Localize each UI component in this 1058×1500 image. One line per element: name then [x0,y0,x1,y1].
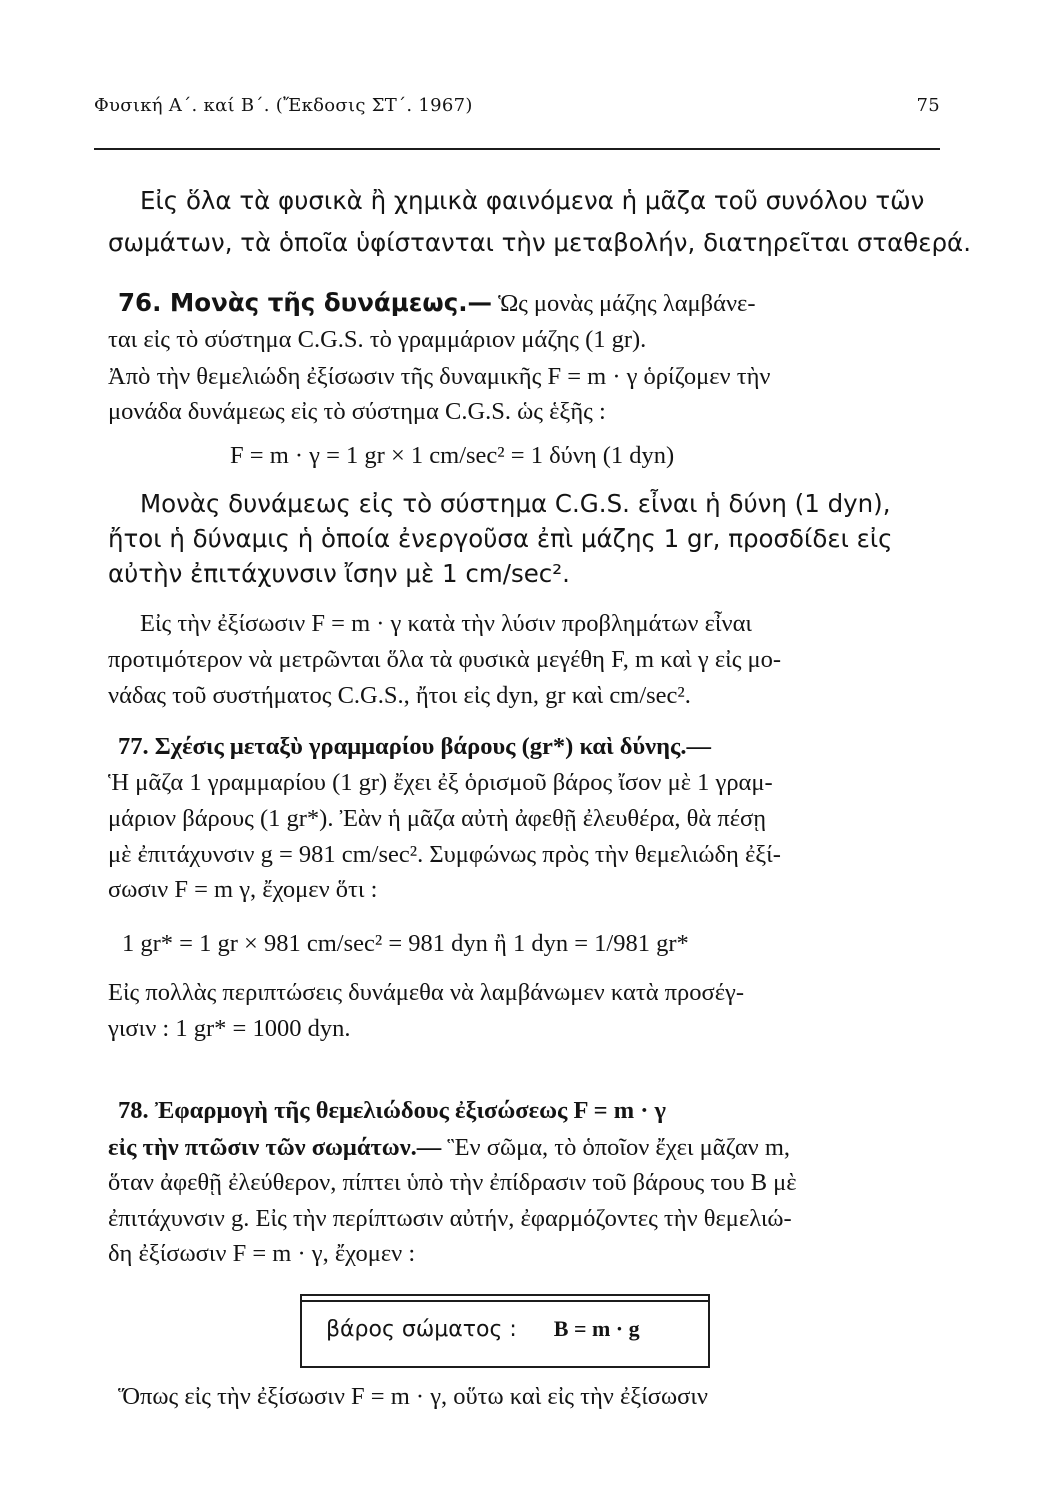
text-line: σωμάτων, τὰ ὁποῖα ὑφίστανται τὴν μεταβολήν, διατηρεῖται σταθερά. [108,228,971,257]
text-line: ὅταν ἀφεθῇ ἐλεύθερον, πίπτει ὑπὸ τὴν ἐπίδρασιν τοῦ βάρους του B μὲ [108,1169,797,1196]
text-fragment: Ἓν σῶμα, τὸ ὁποῖον ἔχει μᾶζαν m, [441,1134,791,1161]
weight-formula: B = m · g [553,1316,640,1341]
running-title: Φυσική Α΄. καί Β΄. (Ἔκδοσις ΣΤ΄. 1967) [94,95,473,116]
text-line: νάδας τοῦ συστήματος C.G.S., ἤτοι εἰς dyn, gr καὶ cm/sec². [108,682,691,709]
section-78-title: 78. Ἐφαρμογὴ τῆς θεμελιώδους ἐξισώσεως F = m · γ [118,1097,666,1124]
text-line: μάριον βάρους (1 gr*). Ἐὰν ἡ μᾶζα αὐτὴ ἀφεθῇ ἐλευθέρα, θὰ πέσῃ [108,805,767,832]
text-line: μονάδα δυνάμεως εἰς τὸ σύστημα C.G.S. ὡς ἑξῆς : [108,398,606,425]
text-line: Εἰς τὴν ἐξίσωσιν F = m · γ κατὰ τὴν λύσιν προβλημάτων εἶναι [140,610,753,637]
gram-force-equation: 1 gr* = 1 gr × 981 cm/sec² = 981 dyn ἢ 1 dyn = 1/981 gr* [122,930,689,957]
text-line: μὲ ἐπιτάχυνσιν g = 981 cm/sec². Συμφώνως πρὸς τὴν θεμελιώδη ἐξί- [108,841,781,868]
weight-label: βάρος σώματος : [326,1317,517,1342]
text-line: ἐπιτάχυνσιν g. Εἰς τὴν περίπτωσιν αὐτήν, ἐφαρμόζοντες τὴν θεμελιώ- [108,1205,792,1232]
section-76-title: 76. Μονὰς τῆς δυνάμεως.— [118,288,493,317]
force-unit-equation: F = m · γ = 1 gr × 1 cm/sec² = 1 δύνη (1 dyn) [230,442,675,469]
text-line: γισιν : 1 gr* = 1000 dyn. [108,1015,351,1042]
section-76-heading-line [118,286,948,321]
text-line: Μονὰς δυνάμεως εἰς τὸ σύστημα C.G.S. εἶναι ἡ δύνη (1 dyn), [140,489,891,518]
box-rule [302,1300,708,1302]
text-line: Ὅπως εἰς τὴν ἐξίσωσιν F = m · γ, οὕτω καὶ εἰς τὴν ἐξίσωσιν [118,1383,709,1410]
text-line: αὐτὴν ἐπιτάχυνσιν ἴσην μὲ 1 cm/sec². [108,559,570,588]
text-line: δη ἐξίσωσιν F = m · γ, ἔχομεν : [108,1240,416,1267]
text-line: Εἰς πολλὰς περιπτώσεις δυνάμεθα νὰ λαμβάνωμεν κατὰ προσέγ- [108,979,744,1006]
text-line: Εἰς ὅλα τὰ φυσικὰ ἢ χημικὰ φαινόμενα ἡ μᾶζα τοῦ συνόλου τῶν [140,186,925,215]
box-content [326,1316,640,1342]
header-rule [94,148,940,150]
text-line: σωσιν F = m γ, ἔχομεν ὅτι : [108,876,378,903]
text-line: Ἡ μᾶζα 1 γραμμαρίου (1 gr) ἔχει ἐξ ὁρισμοῦ βάρος ἴσον μὲ 1 γραμ- [108,769,773,796]
section-78-title-line [108,1130,938,1165]
section-77-title: 77. Σχέσις μεταξὺ γραμμαρίου βάρους (gr*) καὶ δύνης.— [118,733,712,760]
page-number: 75 [916,95,940,116]
text-line: προτιμότερον νὰ μετρῶνται ὅλα τὰ φυσικὰ μεγέθη F, m καὶ γ εἰς μο- [108,646,782,673]
weight-formula-box [300,1294,710,1368]
text-line: Ἀπὸ τὴν θεμελιώδη ἐξίσωσιν τῆς δυναμικῆς F = m · γ ὁρίζομεν τὴν [108,363,771,390]
text-fragment: Ὡς μονὰς μάζης λαμβάνε- [492,290,756,317]
box-rule [302,1294,708,1296]
text-line: ται εἰς τὸ σύστημα C.G.S. τὸ γραμμάριον μάζης (1 gr). [108,326,647,353]
text-line: ἤτοι ἡ δύναμις ἡ ὁποία ἐνεργοῦσα ἐπὶ μάζης 1 gr, προσδίδει εἰς [108,524,893,553]
running-header [94,95,940,121]
box-rule [302,1366,708,1368]
section-78-title-cont: εἰς τὴν πτῶσιν τῶν σωμάτων.— [108,1134,442,1161]
